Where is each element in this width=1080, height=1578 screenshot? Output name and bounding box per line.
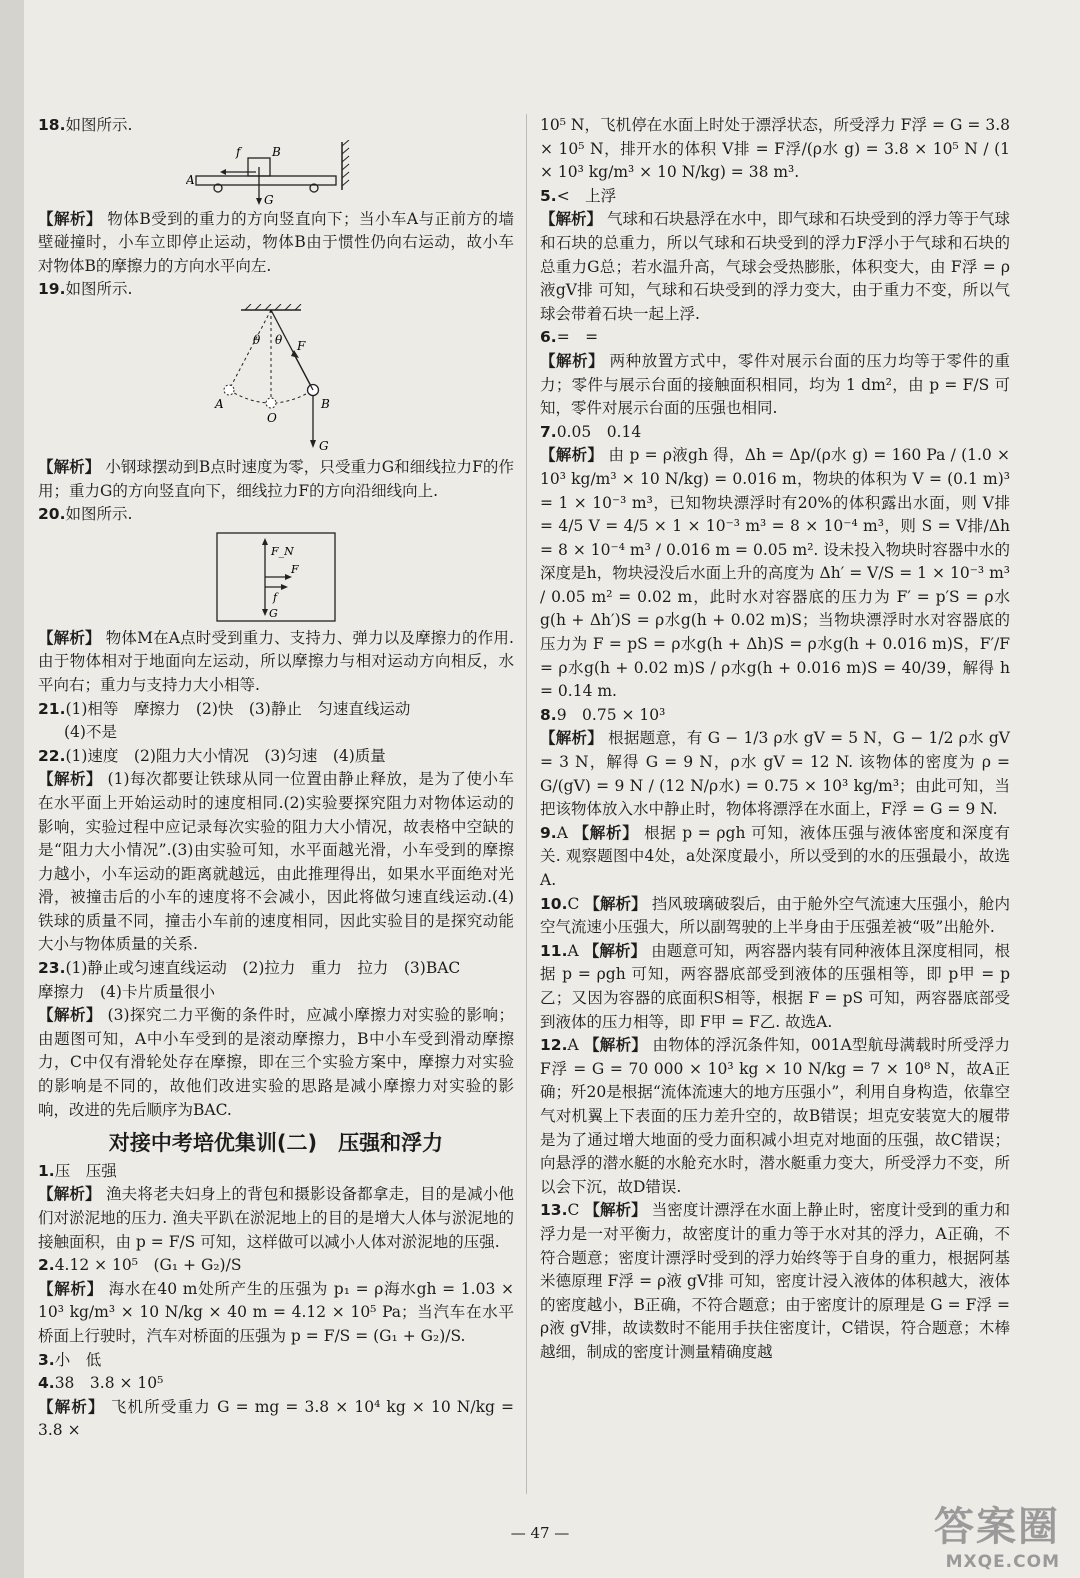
fig18-label-G: G — [264, 192, 274, 206]
q21-line2: (4)不是 — [64, 723, 117, 742]
figure-20 — [211, 529, 341, 625]
s7: 7.0.05 0.14 — [540, 422, 642, 441]
s11: 11.A 【解析】 由题意可知，两容器内装有同种液体且深度相同，根据 p = ρgh 可知，两容器底部受到液体的压强相等，即 p甲 = p乙；又因为容器的底面积S相等，根据 F = pS 可知，两容器底部受到液体的压力相等，即 F甲 = F乙. 故选A. — [540, 941, 1010, 1031]
q21: 21.(1)相等 摩擦力 (2)快 (3)静止 匀速直线运动 — [38, 699, 411, 718]
fig18-label-B: B — [272, 144, 281, 159]
q20-analysis: 【解析】 物体M在A点时受到重力、支持力、弹力以及摩擦力的作用. 由于物体相对于地面向左运动，所以摩擦力与相对运动方向相反，水平向右；重力与支持力大小相等. — [38, 628, 514, 694]
section-title: 对接中考培优集训(二) 压强和浮力 — [108, 1131, 444, 1156]
s9: 9.A 【解析】 根据 p = ρgh 可知，液体压强与液体密度和深度有关. 观察题图中4处，a处深度最小，所以受到的水的压强最小，故选A. — [540, 823, 1010, 889]
s5: 5.< 上浮 — [540, 186, 617, 205]
s4: 4.38 3.8 × 10⁵ — [38, 1374, 164, 1393]
s2: 2.4.12 × 10⁵ (G₁ + G₂)/S — [38, 1256, 242, 1275]
watermark-logo — [934, 1495, 1060, 1572]
s3: 3.小 低 — [38, 1350, 102, 1369]
s2-analysis: 【解析】 海水在40 m处所产生的压强为 p₁ = ρ海水gh = 1.03 × 10³ kg/m³ × 10 N/kg × 40 m = 4.12 × 10⁵ Pa；当汽车在水平桥面上行驶时，汽车对桥面的压强为 p = F/S = (G₁ + G₂)/S. — [38, 1279, 514, 1345]
q20: 20.如图所示. — [38, 505, 133, 524]
s6: 6.= = — [540, 328, 599, 347]
s10: 10.C 【解析】 挡风玻璃破裂后，由于舱外空气流速大压强小，舱内空气流速小压强大，所以副驾驶的上半身由于压强差被“吸”出舱外. — [540, 894, 1010, 937]
s4-continued: 10⁵ N，飞机停在水面上时处于漂浮状态，所受浮力 F浮 = G = 3.8 × 10⁵ N，排开水的体积 V排 = F浮/(ρ水 g) = 3.8 × 10⁵ N / (1 × 10³ kg/m³ × 10 N/kg) = 38 m³. — [540, 116, 1010, 182]
fig19-label-F: F — [297, 338, 306, 353]
s6-analysis: 【解析】 两种放置方式中，零件对展示台面的压力均等于零件的重力；零件与展示台面的接触面积相同，均为 1 dm²，由 p = F/S 可知，零件对展示台面的压强也相同. — [540, 351, 1010, 418]
fig18-label-f: f — [236, 144, 241, 159]
fig19-label-G: G — [319, 438, 329, 453]
column-divider — [526, 114, 527, 1494]
q23-analysis: 【解析】 (3)探究二力平衡的条件时，应减小摩擦力对实验的影响；由题图可知，A中小车受到的是滚动摩擦力，B中小车受到滑动摩擦力，C中仅有滑轮处存在摩擦，即在三个实验方案中，摩擦力对实验的影响是不同的，故他们改进实验的思路是减小摩擦力对实验的影响，改进的先后顺序为BAC. — [38, 1006, 514, 1119]
fig19-label-O: O — [267, 410, 277, 425]
watermark-url: MXQE.COM — [945, 1552, 1060, 1572]
watermark-text: 答案圈 — [934, 1504, 1060, 1550]
s5-analysis: 【解析】 气球和石块悬浮在水中，即气球和石块受到的浮力等于气球和石块的总重力，所以气球和石块受到的浮力F浮小于气球和石块的总重力G总；若水温升高，气球会受热膨胀，体积变大，由 F浮 = ρ液gV排 可知，气球和石块受到的浮力变大，由于重力不变，所以气球会带着石块一起上浮. — [540, 210, 1010, 323]
q23-line2: 摩擦力 (4)卡片质量很小 — [38, 982, 215, 1001]
fig19-label-A: A — [215, 396, 224, 411]
figure-18 — [186, 140, 366, 206]
q19-analysis: 【解析】 小钢球摆动到B点时速度为零，只受重力G和细线拉力F的作用；重力G的方向竖直向下，细线拉力F的方向沿细线向上. — [38, 457, 514, 500]
figure-19 — [191, 304, 361, 454]
s12: 12.A 【解析】 由物体的浮沉条件知，001A型航母满载时所受浮力 F浮 = G = 70 000 × 10³ kg × 10 N/kg = 7 × 10⁸ N，故A正确；歼20是根据“流体流速大的地方压强小”，利用自身构造，依靠空气对机翼上下表面的压力差升空的，故B错误；坦克安装宽大的履带是为了通过增大地面的受力面积减小坦克对地面的压强，故C错误；向悬浮的潜水艇的水舱充水时，潜水艇重力变大，所受浮力不变，所以会下沉，故D错误. — [540, 1036, 1010, 1196]
s13: 13.C 【解析】 当密度计漂浮在水面上静止时，密度计受到的重力和浮力是一对平衡力，故密度计的重力等于水对其的浮力，A正确，不符合题意；密度计漂浮时受到的浮力始终等于自身的重力，根据阿基米德原理 F浮 = ρ液 gV排 可知，密度计浸入液体的体积越大，液体的密度越小，B正确，不符合题意；由于密度计的原理是 G = F浮 = ρ液 gV排，故读数时不能用手扶住密度计，C错误，符合题意；木棒越细，制成的密度计测量精确度越 — [540, 1201, 1010, 1361]
fig20-label-G: G — [269, 606, 278, 620]
s1-analysis: 【解析】 渔夫将老夫妇身上的背包和摄影设备都拿走，目的是减小他们对淤泥地的压力. 渔夫平趴在淤泥地上的目的是增大人体与淤泥地的接触面积，由 p = F/S 可知，这样做可以减小人体对淤泥地的压强. — [38, 1185, 514, 1251]
q22: 22.(1)速度 (2)阻力大小情况 (3)匀速 (4)质量 — [38, 746, 386, 765]
fig20-label-F: F — [291, 562, 299, 576]
s8-analysis: 【解析】 根据题意，有 G − 1/3 ρ水 gV = 5 N，G − 1/2 ρ水 gV = 3 N，解得 G = 9 N，ρ水 gV = 12 N. 该物体的密度为 ρ = G/(gV) = 9 N / (12 N/ρ水) = 0.75 × 10³ kg/m³；由此可知，当把该物体放入水中静止时，物体将漂浮在水面上，F浮 = G = 9 N. — [540, 729, 1010, 819]
fig20-label-FN: F_N — [271, 544, 294, 558]
s7-analysis: 【解析】 由 p = ρ液gh 得，Δh = Δp/(ρ水 g) = 160 Pa / (1.0 × 10³ kg/m³ × 10 N/kg) = 0.016 m，物块的体积为 V = (0.1 m)³ = 1 × 10⁻³ m³，已知物块漂浮时有20%的体积露出水面，则 V排 = 4/5 V = 4/5 × 1 × 10⁻³ m³ = 8 × 10⁻⁴ m³，则 S = V排/Δh = 8 × 10⁻⁴ m³ / 0.016 m = 0.05 m². 设未投入物块时容器中水的深度是h，物块浸没后水面上升的高度为 Δh′ = V/S = 1 × 10⁻³ m³ / 0.05 m² = 0.02 m，此时水对容器底的压力为 F′ = p′S = ρ水g(h + Δh′)S = ρ水g(h + 0.02 m)S；当物块漂浮时水对容器底的压力为 F = pS = ρ水g(h + Δh)S = ρ水g(h + 0.016 m)S，F′/F = ρ水g(h + 0.02 m)S / ρ水g(h + 0.016 m)S = 40/39，解得 h = 0.14 m. — [540, 446, 1010, 701]
s8: 8.9 0.75 × 10³ — [540, 705, 666, 724]
fig19-label-B: B — [321, 396, 330, 411]
right-column — [540, 114, 1010, 1364]
fig19-theta-right: θ — [275, 332, 283, 347]
page-number: — 47 — — [510, 1524, 570, 1542]
s1: 1.压 压强 — [38, 1161, 117, 1180]
q18: 18.如图所示. — [38, 116, 133, 134]
q22-analysis: 【解析】 (1)每次都要让铁球从同一位置由静止释放，是为了使小车在水平面上开始运动时的速度相同.(2)实验要探究阻力对物体运动的影响，实验过程中应记录每次实验的阻力大小情况，故表格中空缺的是“阻力大小情况”.(3)由实验可知，水平面越光滑，小车受到的摩擦力越小，小车运动的距离就越远，由此推理得出，如果水平面绝对光滑，被撞击后的小车的速度将不会减小，因此将做匀速直线运动.(4)铁球的质量不同，撞击小车前的速度相同，因此实验目的是探究动能大小与物体质量的关系. — [38, 770, 514, 954]
page-binding-edge — [0, 0, 24, 1578]
fig19-theta-left: θ — [253, 332, 261, 347]
fig18-label-A: A — [186, 172, 195, 187]
q18-analysis: 【解析】 物体B受到的重力的方向竖直向下；当小车A与正前方的墙壁碰撞时，小车立即停止运动，物体B由于惯性仍向右运动，故小车对物体B的摩擦力的方向水平向左. — [38, 209, 514, 275]
fig20-label-f: f — [273, 590, 278, 604]
s4-analysis: 【解析】 飞机所受重力 G = mg = 3.8 × 10⁴ kg × 10 N/kg = 3.8 × — [38, 1397, 514, 1440]
q19: 19.如图所示. — [38, 280, 133, 299]
left-column — [38, 114, 514, 1443]
q23: 23.(1)静止或匀速直线运动 (2)拉力 重力 拉力 (3)BAC — [38, 959, 461, 978]
